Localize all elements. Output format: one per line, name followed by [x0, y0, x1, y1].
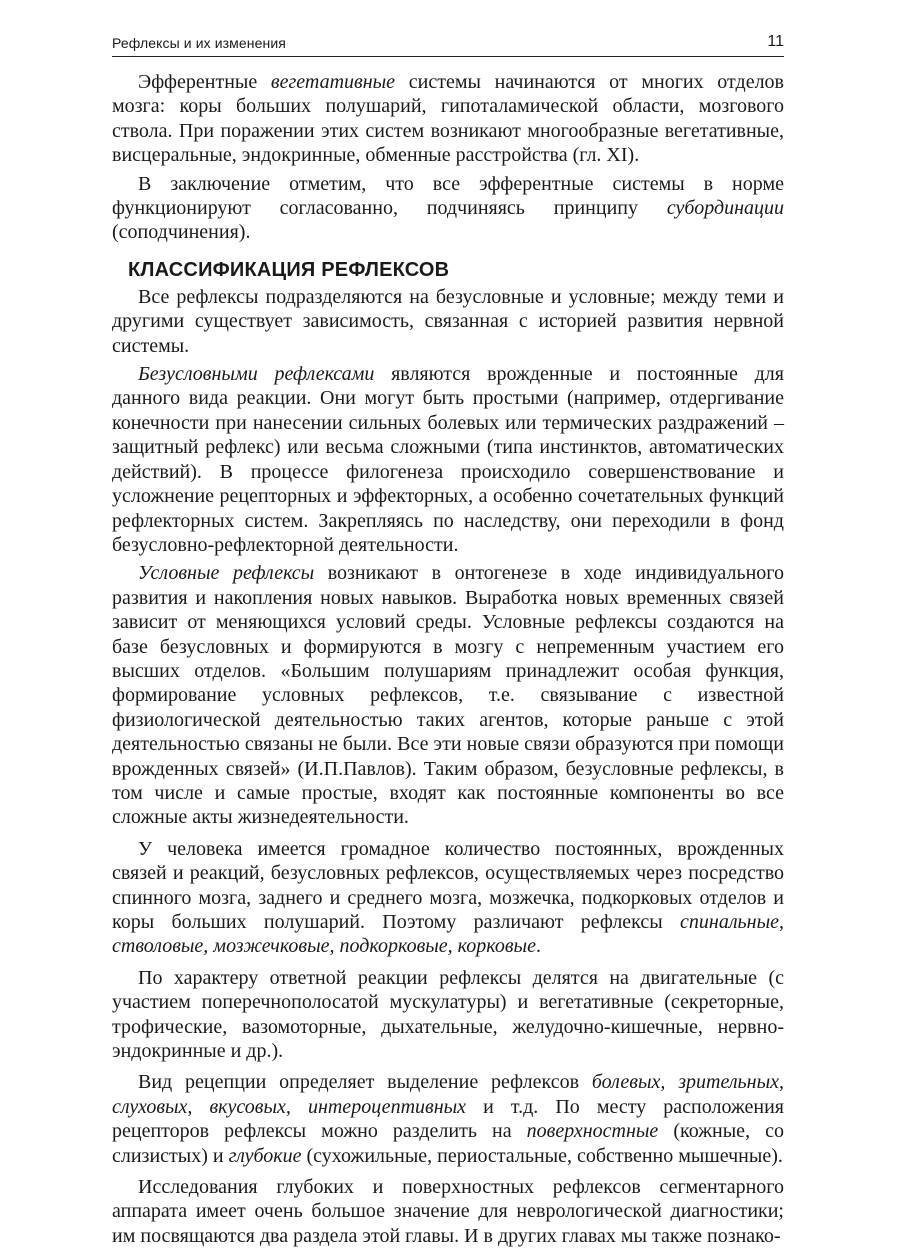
paragraph-efferent-vegetative: [112, 70, 784, 168]
italic-term: Безусловными рефлексами: [138, 363, 375, 386]
paragraph-unconditioned-reflexes: [112, 362, 784, 557]
page-number: 11: [767, 33, 784, 50]
italic-term: Условные рефлексы: [138, 562, 315, 585]
paragraph-reflex-division: [112, 285, 784, 358]
italic-term: поверхностные: [526, 1120, 659, 1143]
text-run: (кожные, со слизистых) и: [112, 1120, 785, 1167]
italic-term: глубокие: [228, 1144, 302, 1167]
text-run: системы начинаются от многих отделов мозга: коры больших полушарий, гипоталамической области, мозгового ствола. При поражении этих систем возникают многообразные вегетативные, висцеральные, эндокринные, обменные расстройства (гл. XI).: [112, 71, 784, 167]
text-run: возникают в онтогенезе в ходе индивидуального развития и накопления новых навыков. Выработка новых временных связей зависит от меняющихся условий среды. Условные рефлексы создаются на базе безусловных и формируются в мозгу с непременным участием его высших отделов. «Большим полушариям принадлежит особая функция, формирование условных рефлексов, т.е. связывание с известной физиологической деятельностью таких агентов, которые раньше с этой деятельностью связаны не были. Все эти новые связи образуются при помощи врожденных связей» (И.П.Павлов). Таким образом, безусловные рефлексы, в том числе и самые простые, входят как постоянные компоненты во все сложные акты жизнедеятельности.: [112, 562, 784, 829]
paragraph-response-type: [112, 966, 784, 1064]
text-run: В заключение отметим, что все эфферентные системы в норме функционируют согласованно, подчиняясь принципу: [112, 172, 784, 220]
text-run: .: [535, 935, 541, 958]
italic-term: вегетативные: [270, 71, 396, 93]
paragraph-reflex-levels: [112, 837, 784, 959]
text-run: У человека имеется громадное количество постоянных, врожденных связей и реакций, безусловных рефлексов, осуществляемых через посредство спинного мозга, заднего и среднего мозга, мозжечка, подкорковых отделов и коры больших полушарий. Поэтому различают рефлексы: [112, 837, 784, 933]
italic-term: спинальные, стволовые, мозжечковые, подкорковые, корковые: [112, 911, 784, 958]
paragraph-diagnostics: [112, 1175, 784, 1248]
paragraph-conditioned-reflexes: [112, 561, 784, 829]
running-title: Рефлексы и их изменения: [112, 35, 286, 51]
section-heading: КЛАССИФИКАЦИЯ РЕФЛЕКСОВ: [128, 258, 450, 281]
text-run: Эфферентные: [138, 71, 271, 93]
text-run: являются врожденные и постоянные для данного вида реакции. Они могут быть простыми (например, отдергивание конечности при нанесении сильных болевых или термических раздражений – защитный рефлекс) или весьма сложными (типа инстинктов, автоматических действий). В процессе филогенеза происходило совершенствование и усложнение рецепторных и эффекторных, а особенно сочетательных функций рефлекторных систем. Закрепляясь по наследству, они переходили в фонд безусловно-рефлекторной деятельности.: [112, 363, 784, 556]
text-run: Все рефлексы подразделяются на безусловные и условные; между теми и другими существует зависимость, связанная с историей развития нервной системы.: [112, 285, 784, 357]
text-run: (сухожильные, периостальные, собственно мышечные).: [301, 1144, 783, 1167]
text-run: и т.д. По месту расположения рецепторов рефлексы можно разделить на: [112, 1095, 785, 1143]
paragraph-subordination: [112, 172, 784, 245]
paragraph-reception-type: [112, 1070, 784, 1168]
text-run: Вид рецепции определяет выделение рефлексов: [138, 1071, 592, 1094]
italic-term: субординации: [666, 197, 784, 220]
text-run: (соподчинения).: [112, 221, 251, 244]
running-header: [112, 34, 784, 57]
italic-term: болевых, зрительных, слуховых, вкусовых, интероцептивных: [112, 1071, 784, 1118]
page-body: [112, 70, 784, 1255]
text-run: По характеру ответной реакции рефлексы делятся на двигательные (с участием поперечнополосатой мускулатуры) и вегетативные (секреторные, трофические, вазомоторные, дыхательные, желудочно-кишечные, нервно-эндокринные и др.).: [112, 966, 784, 1063]
text-run: Исследования глубоких и поверхностных рефлексов сегментарного аппарата имеет очень большое значение для неврологической диагностики; им посвящаются два раздела этой главы. И в других главах мы также познако-: [112, 1176, 784, 1247]
